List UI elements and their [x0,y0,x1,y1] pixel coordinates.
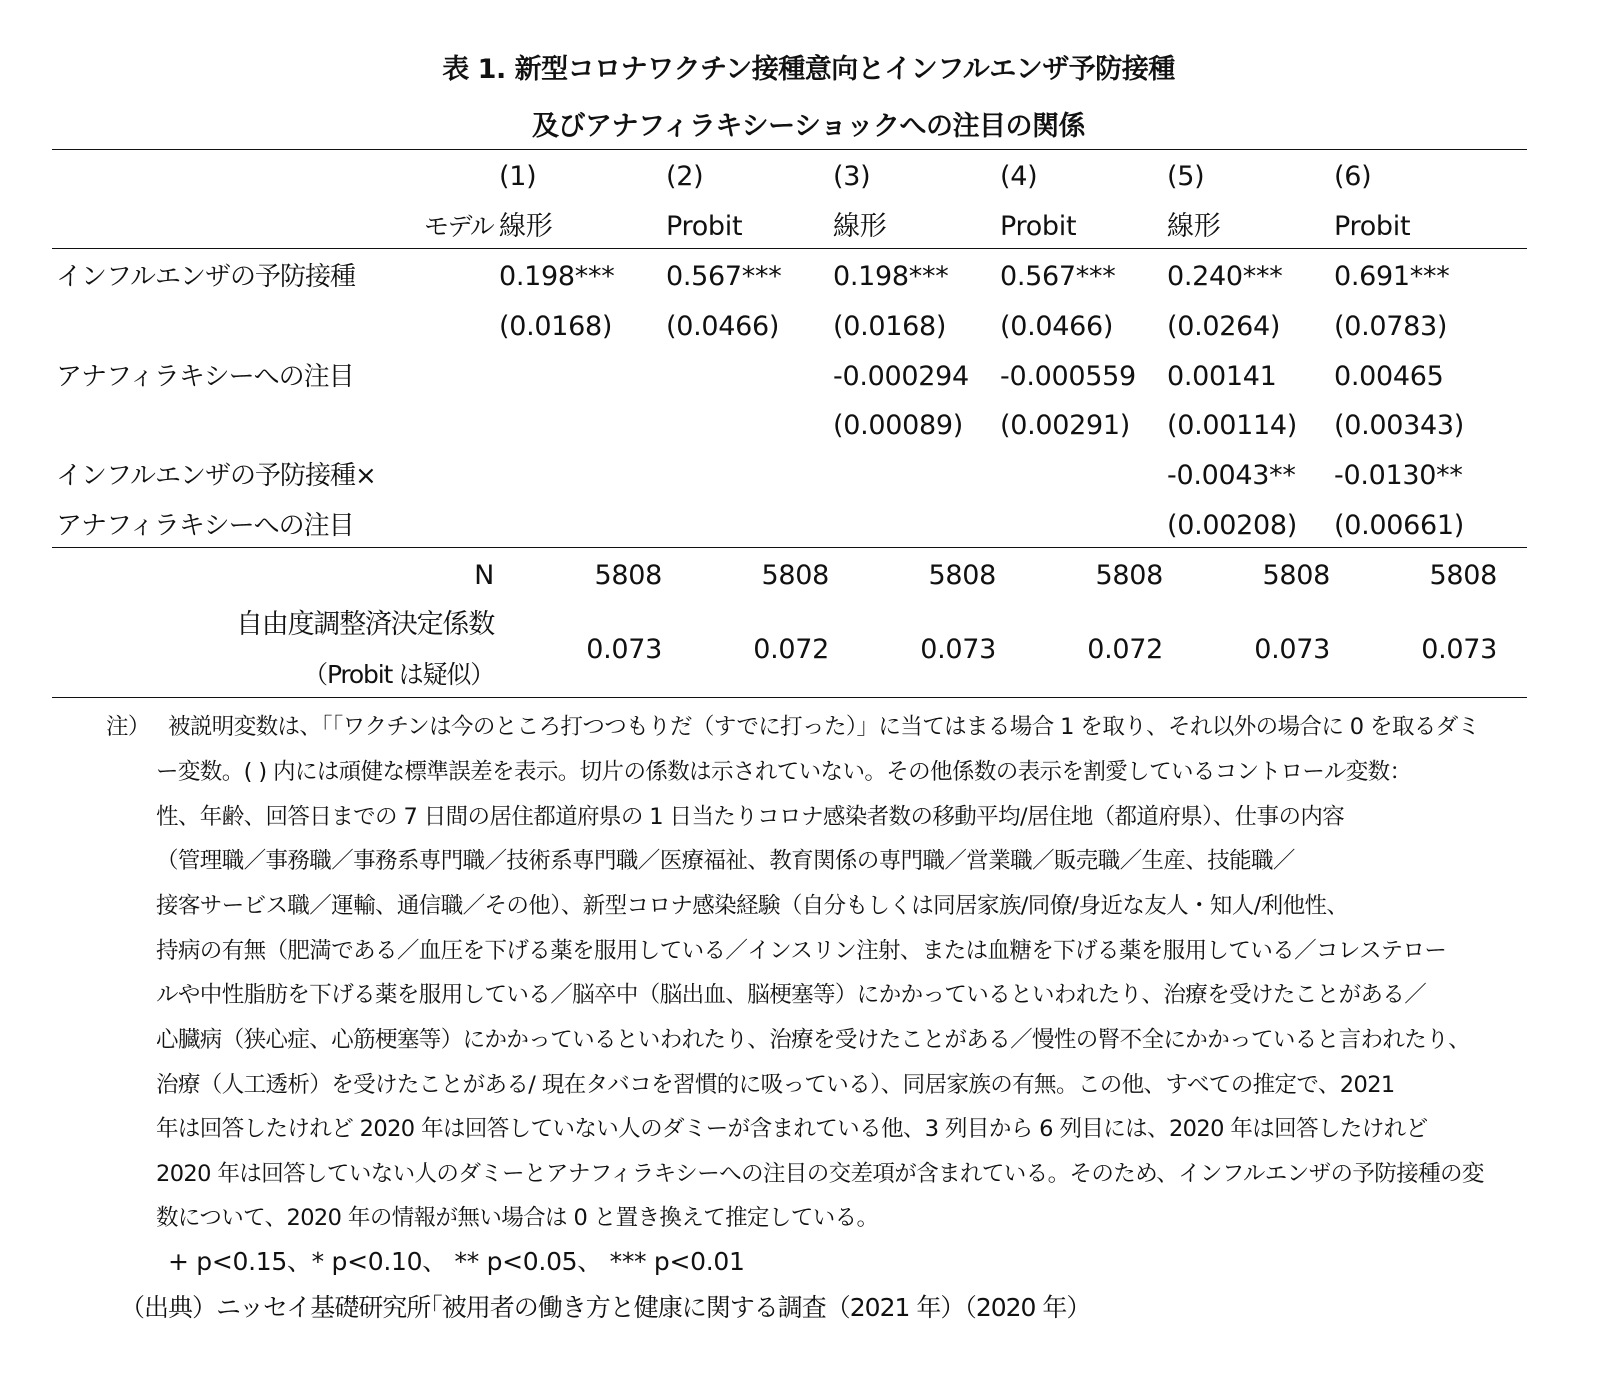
row-label: インフルエンザの予防接種× [56,461,376,491]
coef-cell: -0.0130** [1334,460,1463,491]
column-number: (6) [1334,161,1372,192]
n-cell: 5808 [1095,560,1163,591]
se-cell: (0.00089) [833,410,964,441]
top-rule [52,149,1527,150]
source-citation: （出典）ニッセイ基礎研究所｢被用者の働き方と健康に関する調査（2021 年）（2020 年） [120,1293,1091,1322]
body-rule [52,547,1527,548]
coef-cell: 0.567*** [1000,261,1116,292]
column-number: (5) [1167,161,1205,192]
note-line: 心臓病（狭心症、心筋梗塞等）にかかっているといわれたり、治療を受けたことがある／慢性の腎不全にかかっていると言われたり、 [156,1027,1471,1053]
coef-cell: 0.240*** [1167,261,1283,292]
r2-cell: 0.073 [586,634,662,665]
row-label-continued: アナフィラキシーへの注目 [56,511,354,541]
r2-cell: 0.072 [1087,634,1163,665]
note-line: 被説明変数は、｢「ワクチンは今のところ打つつもりだ（すでに打った）」に当てはまる場合 1 を取り、それ以外の場合に 0 を取るダミ [168,714,1480,740]
model-type: 線形 [499,211,553,242]
r2-cell: 0.073 [920,634,996,665]
model-type: Probit [1000,211,1077,242]
model-type: Probit [1334,211,1411,242]
column-number: (1) [499,161,537,192]
note-line: ー変数。( ) 内には頑健な標準誤差を表示。切片の係数は示されていない。その他係数の表示を割愛しているコントロール変数： [156,759,1412,785]
note-line: 性、年齢、回答日までの 7 日間の居住都道府県の 1 日当たりコロナ感染者数の移動平均/居住地（都道府県）、仕事の内容 [156,804,1345,830]
row-label: アナフィラキシーへの注目 [56,362,354,392]
se-cell: (0.00114) [1167,410,1298,441]
n-cell: 5808 [928,560,996,591]
bottom-rule [52,697,1527,698]
se-cell: (0.00343) [1334,410,1465,441]
significance-legend: + p<0.15、* p<0.10、 ** p<0.05、 *** p<0.01 [168,1247,745,1276]
model-type: 線形 [833,211,887,242]
note-line: 2020 年は回答していない人のダミーとアナフィラキシーへの注目の交差項が含まれている。そのため、インフルエンザの予防接種の変 [156,1161,1484,1187]
coef-cell: 0.00141 [1167,361,1277,392]
column-number: (4) [1000,161,1038,192]
n-label: N [474,560,494,591]
note-line: 持病の有無（肥満である／血圧を下げる薬を服用している／インスリン注射、または血糖を下げる薬を服用している／コレステロー [156,938,1447,964]
r2-label: 自由度調整済決定係数 [236,609,494,640]
coef-cell: -0.0043** [1167,460,1296,491]
note-line: 年は回答したけれど 2020 年は回答していない人のダミーが含まれている他、3 列目から 6 列目には、2020 年は回答したけれど [156,1116,1428,1142]
notes-heading: 注） [106,714,150,740]
coef-cell: 0.567*** [666,261,782,292]
note-line: 接客サービス職／運輸、通信職／その他）、新型コロナ感染経験（自分もしくは同居家族/同僚/身近な友人・知人/利他性、 [156,893,1349,919]
note-line: ルや中性脂肪を下げる薬を服用している／脳卒中（脳出血、脳梗塞等）にかかっているといわれたり、治療を受けたことがある／ [156,982,1427,1008]
note-line: （管理職／事務職／事務系専門職／技術系専門職／医療福祉、教育関係の専門職／営業職／販売職／生産、技能職／ [156,848,1295,874]
title-line-2: 及びアナフィラキシーショックへの注目の関係 [532,111,1085,142]
row-label: インフルエンザの予防接種 [56,262,355,292]
se-cell: (0.0264) [1167,311,1281,342]
model-type: Probit [666,211,743,242]
n-cell: 5808 [594,560,662,591]
se-cell: (0.00661) [1334,510,1465,541]
se-cell: (0.0783) [1334,311,1448,342]
n-cell: 5808 [761,560,829,591]
r2-label-note: （Probit は疑似） [303,660,494,689]
model-label: モデル [424,212,494,241]
se-cell: (0.0168) [833,311,947,342]
r2-cell: 0.072 [753,634,829,665]
se-cell: (0.0466) [666,311,780,342]
coef-cell: 0.691*** [1334,261,1450,292]
note-line: 数について、2020 年の情報が無い場合は 0 と置き換えて推定している。 [156,1205,879,1231]
note-line: 治療（人工透析）を受けたことがある/ 現在タバコを習慣的に吸っている）、同居家族の有無。この他、すべての推定で、2021 [156,1072,1395,1098]
se-cell: (0.00208) [1167,510,1298,541]
n-cell: 5808 [1429,560,1497,591]
se-cell: (0.0168) [499,311,613,342]
column-number: (2) [666,161,704,192]
coef-cell: 0.198*** [499,261,615,292]
n-cell: 5808 [1262,560,1330,591]
se-cell: (0.0466) [1000,311,1114,342]
header-rule [52,248,1527,249]
coef-cell: -0.000294 [833,361,969,392]
r2-cell: 0.073 [1421,634,1497,665]
se-cell: (0.00291) [1000,410,1131,441]
title-line-1: 表 1. 新型コロナワクチン接種意向とインフルエンザ予防接種 [442,54,1175,85]
coef-cell: 0.198*** [833,261,949,292]
column-number: (3) [833,161,871,192]
coef-cell: -0.000559 [1000,361,1136,392]
coef-cell: 0.00465 [1334,361,1444,392]
r2-cell: 0.073 [1254,634,1330,665]
model-type: 線形 [1167,211,1221,242]
